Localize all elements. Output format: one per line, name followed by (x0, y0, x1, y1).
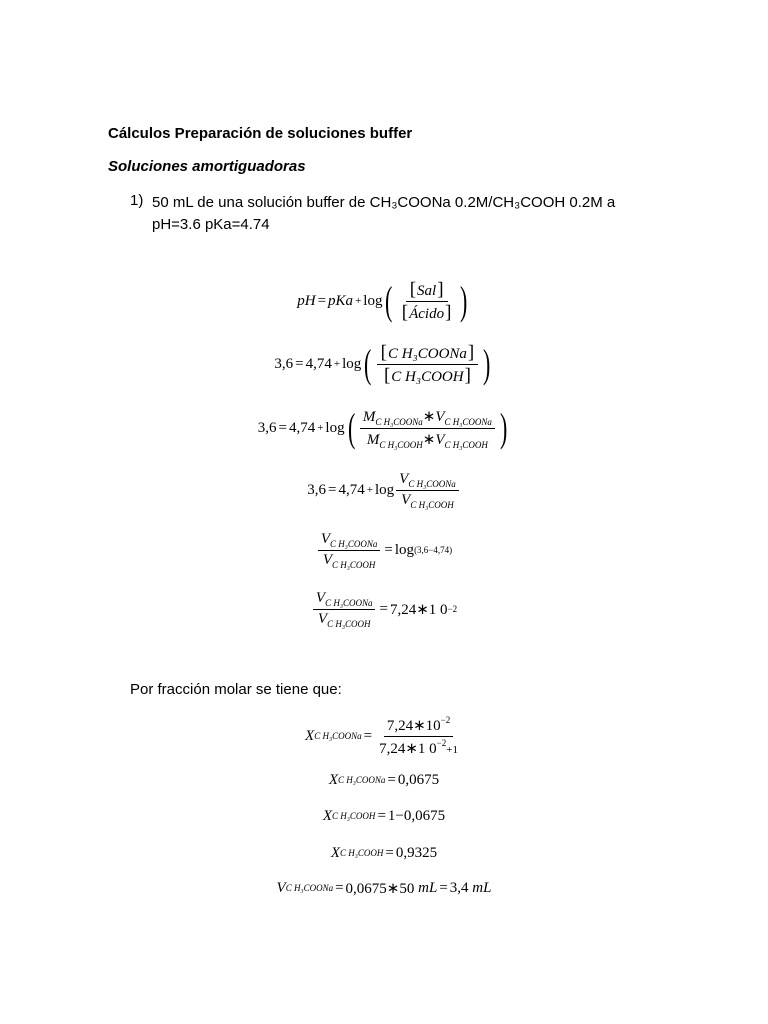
eq-sub: C H₃COONa (330, 538, 378, 549)
page-title: Cálculos Preparación de soluciones buffer (108, 125, 413, 142)
eq-m: M (366, 431, 380, 448)
eq-v: V (320, 530, 331, 547)
eq-v: V (401, 491, 411, 508)
problem-statement: 50 mL de una solución buffer de CH₃COONa 0.2M/CH₃COOH 0.2M a pH=3.6 pKa=4.74 (152, 194, 616, 233)
equation-ratio-log: $\frac{V_{C H_3COONa}}{V_{C H_3COOH}}$ = log (3,6−4,74) (0, 528, 768, 572)
eq-val-pka: 4,74 (288, 419, 316, 436)
equation-x-coona: X C H₃COONa = 0,0675 (328, 771, 440, 788)
equation-molar-fraction: X C H₃COONa = $\frac{7,24∗10^{-2}}{7,24∗1 0^{-2}+1}$ (0, 713, 768, 759)
eq-frac-den: 7,24∗1 0 (379, 740, 437, 757)
molar-fraction-intro: Por fracción molar se tiene que: (130, 681, 342, 698)
list-item-number: 1) (130, 192, 144, 209)
eq-sub: C H₃COOH (410, 499, 454, 510)
equation-x-cooh-expr: X C H₃COOH = 1−0,0675 (322, 807, 446, 824)
eq-val-pka: 4,74 (305, 355, 332, 372)
eq-fraction: $\frac{\text{[Sal]}}{\text{[Ácido]}}$ (401, 278, 452, 323)
eq-frac-num: 7,24∗10 (386, 717, 441, 734)
equation-substituted: 3,6 = 4,74 + log ( $\frac{\text{[C H₃COONa]}}{\text{[C H₃COOH]}}$ ) (274, 341, 491, 386)
eq-unit: mL (472, 879, 492, 896)
eq-fraction (318, 531, 381, 570)
eq-log: log (342, 355, 362, 372)
eq-ch3cooh: C H₃COOH (391, 368, 464, 385)
eq-sub: C H₃COOH (379, 439, 423, 450)
eq-v: V (399, 470, 409, 487)
section-subtitle: Soluciones amortiguadoras (108, 158, 306, 175)
eq-x: X (305, 727, 315, 744)
eq-sub: C H₃COOH (332, 811, 376, 821)
eq-v: V (317, 610, 328, 627)
eq-x-cooh-value: 0,9325 (395, 844, 438, 861)
eq-v: V (435, 431, 445, 448)
eq-exponent: −2 (436, 737, 447, 748)
eq-log: log (325, 419, 345, 436)
eq-sub: C H₃COONa (285, 883, 334, 893)
eq-val-ph: 3,6 (307, 481, 327, 498)
eq-v: V (276, 879, 286, 896)
eq-sub: C H₃COONa (325, 597, 373, 608)
eq-x: X (330, 844, 341, 861)
eq-sub: C H₃COOH (332, 559, 376, 570)
equation-henderson: pH = pKa + log ( $\frac{\text{[Sal]}}{\text{[Ácido]}}$ ) (297, 278, 468, 323)
eq-exponent: −2 (440, 714, 451, 725)
eq-val-pka: 4,74 (338, 481, 365, 498)
eq-sub: C H₃COONa (408, 478, 456, 489)
eq-acido: Ácido (409, 305, 445, 322)
eq-sal: Sal (417, 282, 437, 299)
eq-pka: pKa (328, 292, 354, 309)
equation-ratio-value: $\frac{V_{C H_3COONa}}{V_{C H_3COOH}}$ = 7,24∗1 0 −2 (0, 587, 768, 631)
eq-fraction (396, 471, 459, 510)
eq-log: log (394, 541, 415, 558)
eq-v: V (315, 589, 326, 606)
eq-unit: mL (418, 879, 438, 896)
eq-frac-den-plus: +1 (446, 743, 458, 756)
eq-x: X (322, 807, 333, 824)
eq-ch3coona: C H₃COONa (387, 345, 467, 362)
eq-x-coona-value: 0,0675 (397, 771, 440, 788)
eq-log: log (374, 481, 395, 498)
eq-x: X (328, 771, 339, 788)
eq-sub: C H₃COONa (375, 416, 423, 427)
eq-v: V (322, 551, 333, 568)
eq-val-ph: 3,6 (274, 355, 294, 372)
eq-sub: C H₃COOH (340, 848, 384, 858)
eq-x-cooh-expr: 1−0,0675 (387, 807, 446, 824)
eq-ph: pH (297, 292, 316, 309)
eq-sub: C H₃COONa (314, 731, 362, 741)
eq-exponent: (3,6−4,74) (414, 545, 453, 555)
eq-ratio-value: 7,24∗1 0 (389, 601, 448, 618)
eq-val-ph: 3,6 (257, 419, 277, 436)
eq-volume-result: 3,4 (449, 879, 469, 896)
equation-molarity-volume: 3,6 = 4,74 + log ( $\frac{M_{C H_3COONa}∗V_{C H_3COONa}}{M_{C H_3COOH}∗V_{C H_3COOH}}$ ) (257, 405, 508, 450)
equation-volume-ratio: 3,6 = 4,74 + log $\frac{V_{C H_3COONa}}{V_{C H_3COOH}}$ (0, 468, 768, 512)
eq-volume-expr: 0,0675∗50 (345, 880, 415, 897)
eq-fraction (313, 590, 376, 629)
eq-sub: C H₃COOH (327, 618, 371, 629)
eq-exponent: −2 (447, 604, 458, 614)
eq-fraction: $\frac{\text{[C H₃COONa]}}{\text{[C H₃COOH]}}$ (377, 343, 479, 386)
eq-m: M (362, 408, 376, 425)
eq-sub: C H₃COOH (444, 439, 488, 450)
eq-sub: C H₃COONa (338, 775, 386, 785)
eq-v: V (435, 408, 445, 425)
eq-sub: C H₃COONa (444, 416, 492, 427)
equation-x-cooh: X C H₃COOH = 0,9325 (330, 844, 438, 861)
equation-volume: V C H₃COONa = 0,0675∗50 mL = 3,4 mL (276, 879, 492, 897)
eq-fraction: $\frac{M_{C H_3COONa}∗V_{C H_3COONa}}{M_{C H_3COOH}∗V_{C H_3COOH}}$ (360, 407, 495, 450)
eq-log: log (363, 292, 383, 309)
eq-fraction (376, 715, 461, 758)
